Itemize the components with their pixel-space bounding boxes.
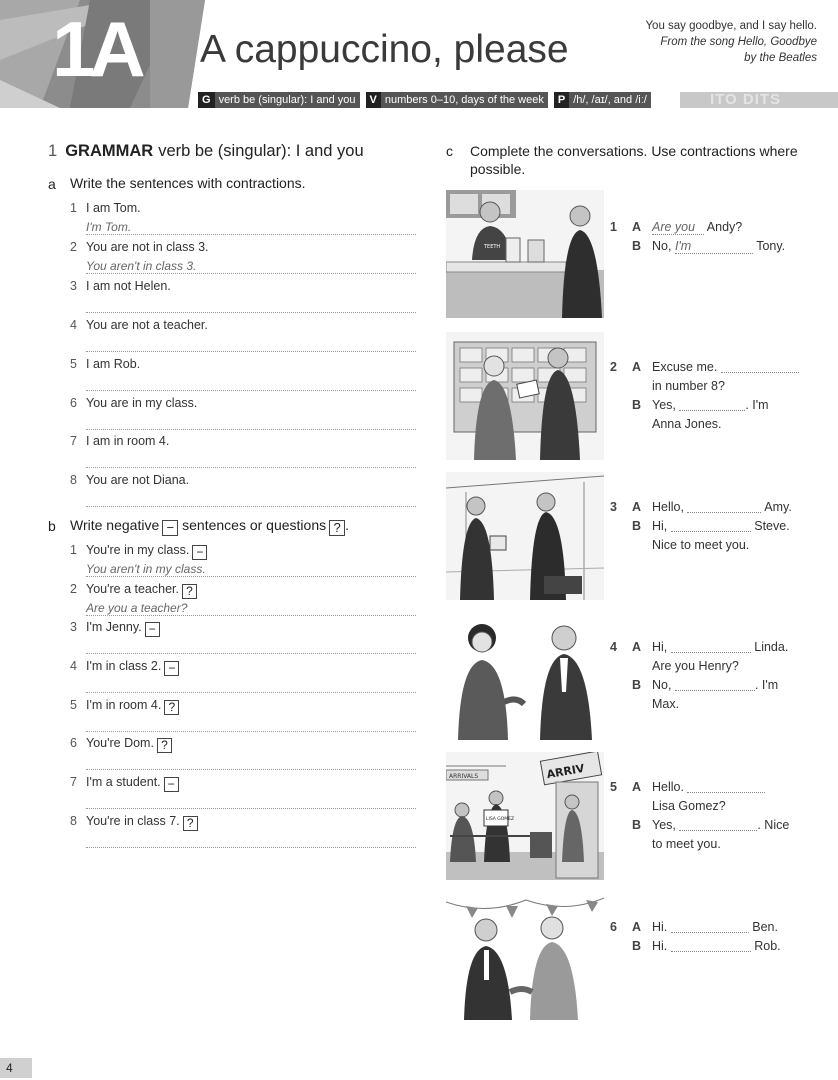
line-end: Steve.	[754, 519, 790, 533]
conversation-3	[610, 500, 810, 557]
line-start: Hi,	[652, 640, 668, 654]
item-number: 7	[70, 434, 77, 448]
speaker-b: B	[632, 519, 642, 533]
prompt-text: You're in class 7.	[86, 814, 180, 828]
item-number: 4	[70, 659, 77, 673]
quote-artist: by the Beatles	[744, 52, 817, 64]
conversation-1	[610, 220, 810, 258]
quote-source: From the song Hello, Goodbye	[660, 36, 817, 48]
tag-text: verb be (singular): I and you	[218, 94, 356, 106]
party-handshake-illustration	[446, 892, 604, 1020]
line-end: . I'm	[754, 678, 779, 692]
exercise-a-item	[70, 201, 416, 240]
speaker-a: A	[632, 360, 642, 374]
conversation-number: 5	[610, 780, 617, 794]
item-answer: I'm Tom.	[86, 220, 132, 234]
answer-blank[interactable]	[687, 780, 765, 793]
line-continuation: Are you Henry?	[652, 659, 739, 673]
answer-blank[interactable]	[671, 640, 751, 653]
prompt-text: You're Dom.	[86, 736, 154, 750]
speaker-a: A	[632, 780, 642, 794]
name-card-text: LISA GOMEZ	[486, 817, 515, 822]
item-answer: You aren't in class 3.	[86, 259, 197, 273]
prompt-text: I'm in room 4.	[86, 698, 162, 712]
item-number: 3	[70, 620, 77, 634]
conversation-number: 1	[610, 220, 617, 234]
item-prompt: I am Rob.	[86, 357, 141, 371]
minus-box-icon: −	[164, 661, 179, 676]
exercise-b-item	[70, 736, 416, 775]
conversation-number: 2	[610, 360, 617, 374]
speaker-b: B	[632, 678, 642, 692]
exercise-b-item	[70, 775, 416, 814]
answer-blank[interactable]	[671, 519, 751, 532]
line-start: Hi.	[652, 920, 668, 934]
exercise-a-item	[70, 473, 416, 512]
line-end: . Nice	[757, 818, 790, 832]
instruction-end: .	[345, 517, 349, 533]
item-prompt: I am in room 4.	[86, 434, 170, 448]
answer-line[interactable]	[86, 273, 416, 274]
minus-box-icon: −	[162, 520, 178, 536]
line-end: Tony.	[756, 239, 786, 253]
lesson-tags	[198, 92, 651, 108]
exercise-b-item	[70, 659, 416, 698]
part-c-letter: c	[446, 143, 453, 159]
item-prompt	[86, 698, 179, 715]
unit-header	[0, 0, 838, 108]
arrivals-board-label: ARRIVALS	[449, 773, 479, 780]
conversation-2	[610, 360, 810, 436]
item-number: 1	[70, 201, 77, 215]
answer-line[interactable]	[86, 576, 416, 577]
item-number: 5	[70, 357, 77, 371]
airport-arrivals-illustration	[446, 752, 604, 880]
mailbox-illustration	[446, 332, 604, 460]
item-prompt	[86, 814, 198, 831]
answer-line[interactable]	[86, 653, 416, 654]
conversation-5	[610, 780, 810, 856]
faded-tag-text: ITO DITS	[710, 91, 782, 108]
speaker-b: B	[632, 939, 642, 953]
part-b-instruction	[70, 517, 349, 536]
question-box-icon: ?	[157, 738, 172, 753]
prompt-text: I'm Jenny.	[86, 620, 142, 634]
pronunciation-tag	[554, 92, 651, 108]
speaker-a: A	[632, 920, 642, 934]
unit-title: A cappuccino, please	[200, 28, 569, 71]
line-continuation: Anna Jones.	[652, 417, 722, 431]
line-end: Ben.	[752, 920, 778, 934]
section-subtitle: verb be (singular): I and you	[158, 142, 364, 160]
item-answer: Are you a teacher?	[86, 601, 188, 615]
line-end: Rob.	[754, 939, 781, 953]
answer-line[interactable]	[86, 467, 416, 468]
tag-letter: G	[198, 92, 215, 108]
item-number: 4	[70, 318, 77, 332]
speaker-a: A	[632, 220, 642, 234]
tag-letter: P	[554, 92, 569, 108]
part-b-letter: b	[48, 518, 56, 534]
question-box-icon: ?	[183, 816, 198, 831]
instruction-text: sentences or questions	[182, 517, 327, 533]
unit-number: 1A	[52, 5, 140, 93]
part-c-instruction: Complete the conversations. Use contractions where possible.	[470, 143, 798, 177]
answer-blank[interactable]	[675, 678, 755, 691]
line-continuation: in number 8?	[652, 379, 725, 393]
answer-line[interactable]	[86, 506, 416, 507]
item-number: 6	[70, 736, 77, 750]
song-quote	[623, 16, 823, 70]
exercise-a-item	[70, 434, 416, 473]
line-continuation: Nice to meet you.	[652, 538, 750, 552]
conversation-number: 6	[610, 920, 617, 934]
part-a-letter: a	[48, 176, 56, 192]
item-number: 8	[70, 814, 77, 828]
item-prompt	[86, 659, 179, 676]
section-title: GRAMMAR	[65, 142, 154, 160]
instruction-text: Write negative	[70, 517, 160, 533]
item-number: 1	[70, 543, 77, 557]
answer-line[interactable]	[86, 731, 416, 732]
question-box-icon: ?	[329, 520, 345, 536]
line-start: Hi.	[652, 939, 668, 953]
filled-answer: I'm	[675, 239, 753, 254]
answer-line[interactable]	[86, 808, 416, 809]
question-box-icon: ?	[164, 700, 179, 715]
line-end: . I'm	[745, 398, 769, 412]
tag-letter: V	[366, 92, 381, 108]
question-box-icon: ?	[182, 584, 197, 599]
exercise-a-item	[70, 357, 416, 396]
exercise-a-item	[70, 318, 416, 357]
section-number: 1	[48, 142, 58, 160]
item-number: 6	[70, 396, 77, 410]
item-prompt: You are not a teacher.	[86, 318, 208, 332]
exercise-b-item	[70, 814, 416, 853]
answer-line[interactable]	[86, 429, 416, 430]
conversation-6	[610, 920, 810, 958]
prompt-text: You're a teacher.	[86, 582, 179, 596]
exercise-a-item	[70, 240, 416, 279]
answer-line[interactable]	[86, 769, 416, 770]
answer-line[interactable]	[86, 351, 416, 352]
tag-text: numbers 0–10, days of the week	[384, 94, 544, 106]
line-start: No,	[652, 239, 672, 253]
meeting-illustration	[446, 612, 604, 740]
prompt-text: You're in my class.	[86, 543, 190, 557]
item-prompt: You are in my class.	[86, 396, 198, 410]
answer-blank[interactable]	[721, 360, 799, 373]
item-number: 5	[70, 698, 77, 712]
answer-line[interactable]	[86, 692, 416, 693]
prompt-text: I'm a student.	[86, 775, 161, 789]
minus-box-icon: −	[145, 622, 160, 637]
line-end: Linda.	[754, 640, 789, 654]
item-prompt	[86, 620, 160, 637]
item-number: 3	[70, 279, 77, 293]
faded-tag	[680, 92, 838, 108]
line-continuation: Lisa Gomez?	[652, 799, 726, 813]
line-start: Yes,	[652, 398, 676, 412]
exercise-b-item	[70, 582, 416, 621]
vocabulary-tag	[366, 92, 548, 108]
speaker-b: B	[632, 239, 642, 253]
prompt-text: I'm in class 2.	[86, 659, 162, 673]
item-prompt	[86, 775, 179, 792]
answer-line[interactable]	[86, 615, 416, 616]
cup-label: TEETH	[484, 244, 501, 250]
arrivals-sign-text: ARRIV	[545, 761, 586, 782]
line-start: Yes,	[652, 818, 676, 832]
minus-box-icon: −	[192, 545, 207, 560]
answer-line[interactable]	[86, 390, 416, 391]
answer-blank[interactable]	[679, 818, 757, 831]
minus-box-icon: −	[164, 777, 179, 792]
answer-blank[interactable]	[687, 500, 761, 513]
speaker-b: B	[632, 818, 642, 832]
conversation-number: 4	[610, 640, 617, 654]
item-prompt: You are not in class 3.	[86, 240, 209, 254]
exercise-b-item	[70, 543, 416, 582]
filled-answer: Are you	[652, 220, 704, 235]
line-end: Amy.	[764, 500, 792, 514]
office-illustration	[446, 472, 604, 600]
tag-text: /h/, /aɪ/, and /iː/	[573, 94, 647, 106]
answer-line[interactable]	[86, 234, 416, 235]
item-prompt	[86, 736, 172, 753]
answer-line[interactable]	[86, 312, 416, 313]
speaker-a: A	[632, 640, 642, 654]
exercise-a-item	[70, 279, 416, 318]
item-prompt: I am Tom.	[86, 201, 141, 215]
item-number: 2	[70, 240, 77, 254]
exercise-a-item	[70, 396, 416, 435]
item-prompt: You are not Diana.	[86, 473, 190, 487]
coffee-shop-illustration	[446, 190, 604, 318]
part-a-instruction: Write the sentences with contractions.	[70, 175, 306, 191]
conversation-number: 3	[610, 500, 617, 514]
item-prompt	[86, 582, 197, 599]
speaker-b: B	[632, 398, 642, 412]
speaker-a: A	[632, 500, 642, 514]
answer-blank[interactable]	[671, 920, 749, 933]
line-start: No,	[652, 678, 672, 692]
grammar-tag	[198, 92, 360, 108]
item-answer: You aren't in my class.	[86, 562, 206, 576]
item-number: 8	[70, 473, 77, 487]
line-continuation: to meet you.	[652, 837, 721, 851]
item-prompt: I am not Helen.	[86, 279, 171, 293]
quote-line: You say goodbye, and I say hello.	[645, 20, 817, 32]
section-heading	[48, 142, 364, 161]
line-end: Andy?	[706, 220, 743, 234]
line-start: Hi,	[652, 519, 668, 533]
exercise-b-item	[70, 698, 416, 737]
item-prompt	[86, 543, 207, 560]
line-start: Excuse me.	[652, 360, 718, 374]
exercise-b-item	[70, 620, 416, 659]
page-number: 4	[0, 1058, 32, 1078]
item-number: 7	[70, 775, 77, 789]
line-start: Hello.	[652, 780, 684, 794]
line-start: Hello,	[652, 500, 684, 514]
conversation-4	[610, 640, 810, 716]
item-number: 2	[70, 582, 77, 596]
line-continuation: Max.	[652, 697, 680, 711]
answer-line[interactable]	[86, 847, 416, 848]
answer-blank[interactable]	[671, 939, 751, 952]
answer-blank[interactable]	[679, 398, 745, 411]
